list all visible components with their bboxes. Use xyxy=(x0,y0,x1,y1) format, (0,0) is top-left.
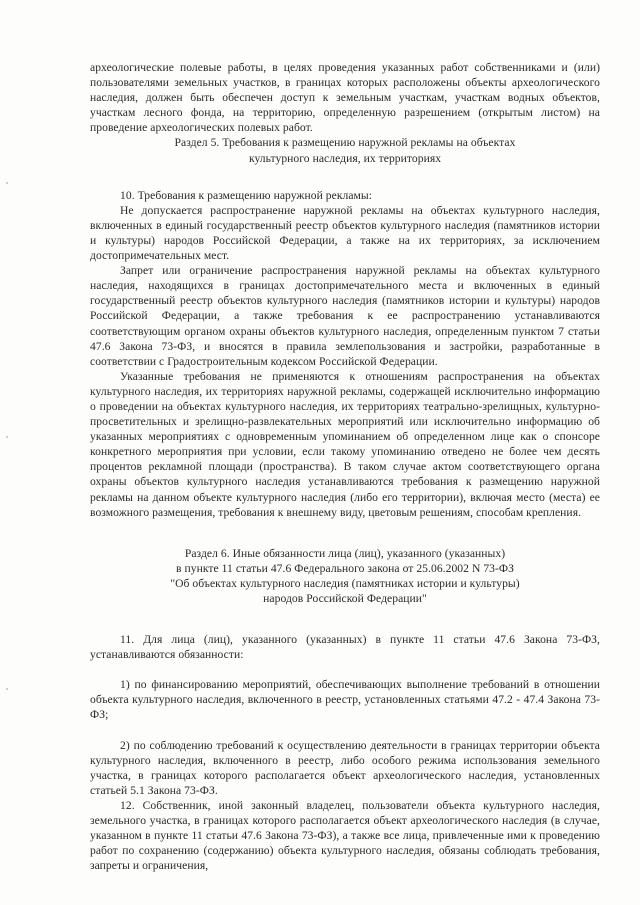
section5-paragraph-1: Не допускается распространение наружной рекламы на объектах культурного наследия, включенных в единый государственный реестр объектов культурного наследия (памятников истории и культуры) народов Российской Федерации, а также на их территориях, за исключением достопримечательных мест. xyxy=(90,203,600,263)
section5-heading-line2: культурного наследия, их территориях xyxy=(248,151,442,165)
item11-subitem-2: 2) по соблюдению требований к осуществлению деятельности в границах территории объекта культурного наследия, включенного в реестр, либо особого режима использования земельного участка, в границах которого располагается объект археологического наследия, установленных статьей 5.1 Закона 73-ФЗ. xyxy=(90,738,600,797)
item11: 11. Для лица (лиц), указанного (указанных) в пункте 11 статьи 47.6 Закона 73-ФЗ, устанавливаются обязанности: xyxy=(90,633,600,662)
section5-heading-line1: Раздел 5. Требования к размещению наружной рекламы на объектах xyxy=(174,136,516,150)
section6-heading-line3: "Об объектах культурного наследия (памятниках истории и культуры) xyxy=(170,576,520,590)
section6-heading-line1: Раздел 6. Иные обязанности лица (лиц), указанного (указанных) xyxy=(184,546,506,560)
section6-heading-line4: народов Российской Федерации" xyxy=(263,592,427,605)
section6-heading-line2: в пункте 11 статьи 47.6 Федерального закона от 25.06.2002 N 73-ФЗ xyxy=(176,561,514,575)
item12: 12. Собственник, иной законный владелец, пользователи объекта культурного наследия, земельного участка, в границах которого располагается объект археологического наследия (в случае, указанном в пункте 11 статьи 47.6 Закона 73-ФЗ), а также все лица, привлеченные ими к проведению работ по сохранению (содержанию) объекта культурного наследия, обязаны соблюдать требования, запреты и ограничения, xyxy=(90,798,600,873)
section5-paragraph-3: Указанные требования не применяются к отношениям распространения на объектах культурного наследия, их территориях наружной рекламы, содержащей исключительно информацию о проведении на объектах культурного наследия, их территориях театрально-зрелищных, культурно-просветительных и зрелищно-развлекательных мероприятий или исключительно информацию об указанных мероприятиях с одновременным упоминанием об определенном лице как о спонсоре конкретного мероприятия при условии, если такому упоминанию отведено не более чем десять процентов рекламной площади (пространства). В таком случае актом соответствующего органа охраны объектов культурного наследия устанавливаются требования к размещению наружной рекламы на данном объекте культурного наследия (либо его территории), включая место (места) ее возможного размещения, требования к внешнему виду, цветовым решениям, способам крепления. xyxy=(90,369,600,519)
item11-subitem-1: 1) по финансированию мероприятий, обеспечивающих выполнение требований в отношении объекта культурного наследия, включенного в реестр, установленных статьями 47.2 - 47.4 Закона 73-ФЗ; xyxy=(90,678,600,722)
scan-margin-mark xyxy=(6,688,8,690)
scan-margin-mark xyxy=(6,182,8,184)
lead-paragraph: археологические полевые работы, в целях проведения указанных работ собственниками и (или) пользователями земельных участков, в границах которых расположены объекты археологического наследия, должен быть обеспечен доступ к земельным участкам, участкам водных объектов, участкам лесного фонда, на территорию, определенную разрешением (открытым листом) на проведение археологических полевых работ. xyxy=(90,61,600,135)
item10-title: 10. Требования к размещению наружной рекламы: xyxy=(120,188,373,202)
document-body xyxy=(90,60,600,873)
scan-margin-mark xyxy=(6,436,8,438)
section5-paragraph-2: Запрет или ограничение распространения наружной рекламы на объектах культурного наследия, находящихся в границах достопримечательного места и включенных в единый государственный реестр объектов культурного наследия (памятников истории и культуры) народов Российской Федерации, а также требования к ее распространению устанавливаются соответствующим органом охраны объектов культурного наследия, определенным пунктом 7 статьи 47.6 Закона 73-ФЗ, и вносятся в правила землепользования и застройки, разработанные в соответствии с Градостроительным кодексом Российской Федерации. xyxy=(90,264,600,368)
